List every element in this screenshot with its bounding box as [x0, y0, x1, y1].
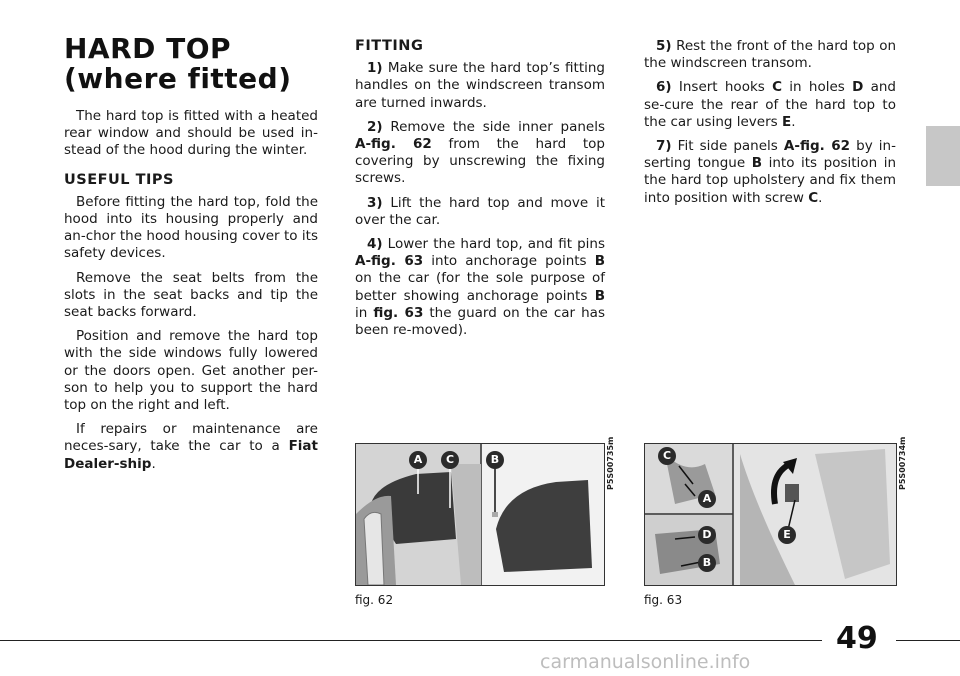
step-4-number: 4)	[367, 236, 383, 253]
footer-rule-right	[896, 640, 960, 641]
step-7	[644, 138, 896, 207]
step-4-ref-b: B	[594, 253, 605, 270]
useful-tips-heading: USEFUL TIPS	[64, 171, 174, 188]
step-6-text-g: .	[791, 113, 796, 130]
step-6-ref-c: C	[772, 79, 783, 96]
tip4-end: .	[151, 455, 156, 472]
section-tab	[926, 126, 960, 186]
figure-63-caption: fig. 63	[644, 593, 683, 607]
column-middle	[355, 38, 605, 346]
step-6-number: 6)	[656, 79, 672, 96]
label-a: A	[409, 451, 427, 469]
column-right	[644, 38, 896, 214]
step-7-text-a: Fit side panels	[677, 138, 784, 155]
watermark: carmanualsonline.info	[540, 651, 751, 673]
title-line-1: HARD TOP	[64, 32, 232, 65]
tip-paragraph-4	[64, 421, 318, 473]
step-4-text-g: in	[355, 304, 374, 321]
step-7-text-e: into its position in the hard top upholstery and fix them into position with screw	[644, 155, 896, 206]
figure-63-code: P5S00734m	[898, 436, 907, 490]
label-b: B	[698, 554, 716, 572]
step-2-text-c: from the hard top covering by unscrewing the fixing screws.	[355, 136, 605, 187]
step-1	[355, 60, 605, 112]
fitting-heading: FITTING	[355, 38, 424, 54]
step-3-text: Lift the hard top and move it over the car.	[355, 194, 605, 228]
label-a: A	[698, 490, 716, 508]
step-2-text-a: Remove the side inner panels	[390, 118, 605, 135]
fiat-dealership: Fiat Dealer-ship	[64, 438, 318, 472]
step-4-text-a: Lower the hard top, and fit pins	[387, 236, 605, 253]
step-6-text-a: Insert hooks	[678, 79, 773, 96]
step-3-number: 3)	[367, 194, 383, 211]
step-3	[355, 195, 605, 229]
step-6	[644, 79, 896, 131]
column-left	[64, 108, 318, 480]
figure-62-illustration	[356, 444, 604, 585]
step-4	[355, 236, 605, 339]
step-2-ref: A-fig. 62	[355, 136, 432, 153]
figure-63	[644, 443, 897, 586]
page-number: 49	[836, 621, 878, 656]
step-7-text-g: .	[818, 189, 823, 206]
figure-62-caption: fig. 62	[355, 593, 394, 607]
footer-rule-left	[0, 640, 822, 641]
figure-62-code: P5S00735m	[606, 436, 615, 490]
step-2	[355, 119, 605, 188]
title-line-2: (where fitted)	[64, 62, 292, 95]
step-7-text-c: by in-serting tongue	[644, 138, 896, 172]
tip-paragraph-3: Position and remove the hard top with the side windows fully lowered or the doors open. Get another per-son to help you to support the hard top on the right and left.	[64, 328, 318, 414]
step-1-number: 1)	[367, 60, 383, 77]
step-2-number: 2)	[367, 118, 383, 135]
tip4-text: If repairs or maintenance are neces-sary, take the car to a	[64, 421, 318, 455]
label-c: C	[658, 447, 676, 465]
step-4-ref-a: A-fig. 63	[355, 253, 424, 270]
step-6-ref-d: D	[852, 79, 864, 96]
figure-63-illustration	[645, 444, 896, 585]
step-5	[644, 38, 896, 72]
step-4-text-e: on the car (for the sole purpose of better showing anchorage points	[355, 270, 605, 304]
step-7-number: 7)	[656, 138, 672, 155]
step-4-ref-b2: B	[594, 287, 605, 304]
figure-62	[355, 443, 605, 586]
step-6-text-e: and se-cure the rear of the hard top to the car using levers	[644, 79, 896, 130]
step-4-text-i: the guard on the car has been re-moved).	[355, 304, 605, 339]
intro-paragraph: The hard top is fitted with a heated rear window and should be used in-stead of the hood during the winter.	[64, 108, 318, 159]
step-7-ref-c: C	[808, 189, 819, 206]
step-5-text: Rest the front of the hard top on the windscreen transom.	[644, 38, 897, 72]
step-5-number: 5)	[656, 38, 672, 54]
step-4-text-c: into anchorage points	[423, 253, 595, 270]
label-b: B	[486, 451, 504, 469]
label-d: D	[698, 526, 716, 544]
step-6-text-c: in holes	[782, 79, 853, 96]
label-e: E	[778, 526, 796, 544]
step-4-ref-fig: fig. 63	[373, 304, 424, 321]
step-6-ref-e: E	[781, 113, 792, 130]
tip-paragraph-1: Before fitting the hard top, fold the hood into its housing properly and an-chor the hood housing cover to its safety devices.	[64, 193, 318, 262]
label-c: C	[441, 451, 459, 469]
step-1-text: Make sure the hard top’s fitting handles on the windscreen transom are turned inwards.	[355, 60, 606, 111]
tip-paragraph-2: Remove the seat belts from the slots in the seat backs and tip the seat backs forward.	[64, 269, 318, 321]
step-7-ref-b: B	[751, 155, 763, 172]
page-title	[64, 34, 292, 94]
step-7-ref-a: A-fig. 62	[783, 138, 851, 155]
